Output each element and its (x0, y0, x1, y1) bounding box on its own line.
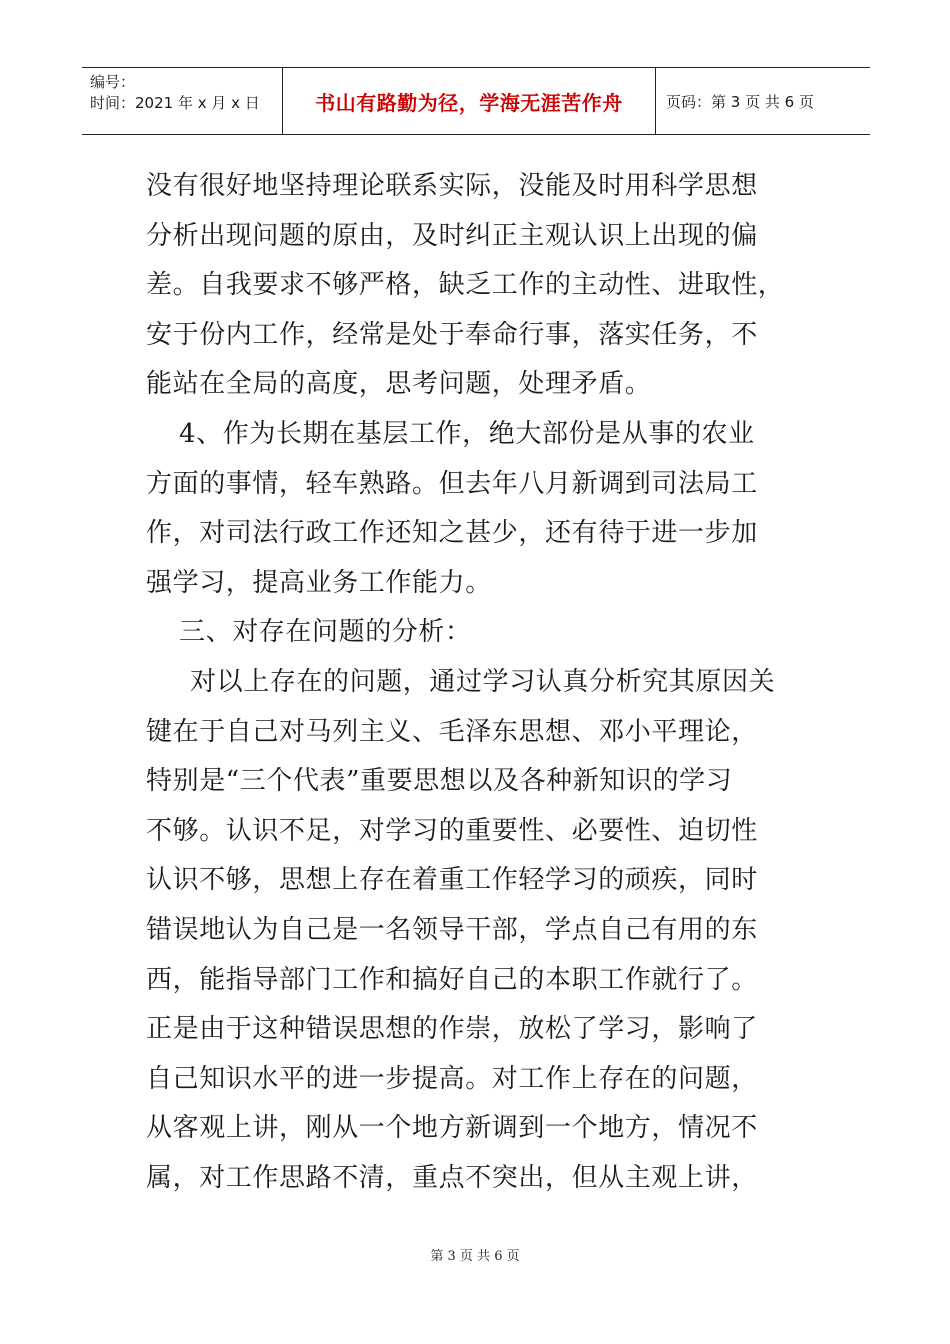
time-label: 时间：2021 年 x 月 x 日 (90, 94, 260, 112)
header-page-number: 页码：第 3 页 共 6 页 (666, 92, 814, 111)
page-header (82, 67, 870, 135)
body-line: 4、作为长期在基层工作，绝大部份是从事的农业 (179, 418, 755, 449)
body-line: 安于份内工作，经常是处于奉命行事，落实任务，不 (146, 319, 758, 350)
body-line: 属，对工作思路不清，重点不突出，但从主观上讲， (146, 1162, 758, 1193)
body-line: 从客观上讲，刚从一个地方新调到一个地方，情况不 (146, 1113, 758, 1144)
body-line: 方面的事情，轻车熟路。但去年八月新调到司法局工 (146, 468, 758, 499)
body-line: 对以上存在的问题，通过学习认真分析究其原因关 (190, 666, 776, 697)
body-line: 差。自我要求不够严格，缺乏工作的主动性、进取性， (146, 270, 785, 301)
section-heading: 三、对存在问题的分析： (179, 617, 472, 648)
body-line: 特别是“三个代表”重要思想以及各种新知识的学习 (146, 766, 733, 797)
body-line: 认识不够，思想上存在着重工作轻学习的顽疾，同时 (146, 865, 758, 896)
body-line: 强学习，提高业务工作能力。 (146, 567, 492, 598)
header-meta (82, 68, 283, 134)
body-line: 自己知识水平的进一步提高。对工作上存在的问题， (146, 1063, 758, 1094)
body-line: 错误地认为自己是一名领导干部，学点自己有用的东 (146, 914, 758, 945)
body-line: 作，对司法行政工作还知之甚少，还有待于进一步加 (146, 518, 758, 549)
body-line: 键在于自己对马列主义、毛泽东思想、邓小平理论， (146, 716, 758, 747)
body-line: 能站在全局的高度，思考问题，处理矛盾。 (146, 369, 652, 400)
body-line: 不够。认识不足，对学习的重要性、必要性、迫切性 (146, 815, 758, 846)
body-line: 正是由于这种错误思想的作崇，放松了学习，影响了 (146, 1014, 758, 1045)
document-body (146, 162, 811, 1203)
serial-label: 编号： (90, 73, 136, 91)
body-line: 没有很好地坚持理论联系实际，没能及时用科学思想 (146, 171, 758, 201)
header-motto: 书山有路勤为径，学海无涯苦作舟 (283, 68, 656, 134)
page-footer: 第 3 页 共 6 页 (430, 1249, 520, 1264)
body-line: 分析出现问题的原由，及时纠正主观认识上出现的偏 (146, 220, 758, 251)
body-line: 西，能指导部门工作和搞好自己的本职工作就行了。 (146, 964, 758, 995)
